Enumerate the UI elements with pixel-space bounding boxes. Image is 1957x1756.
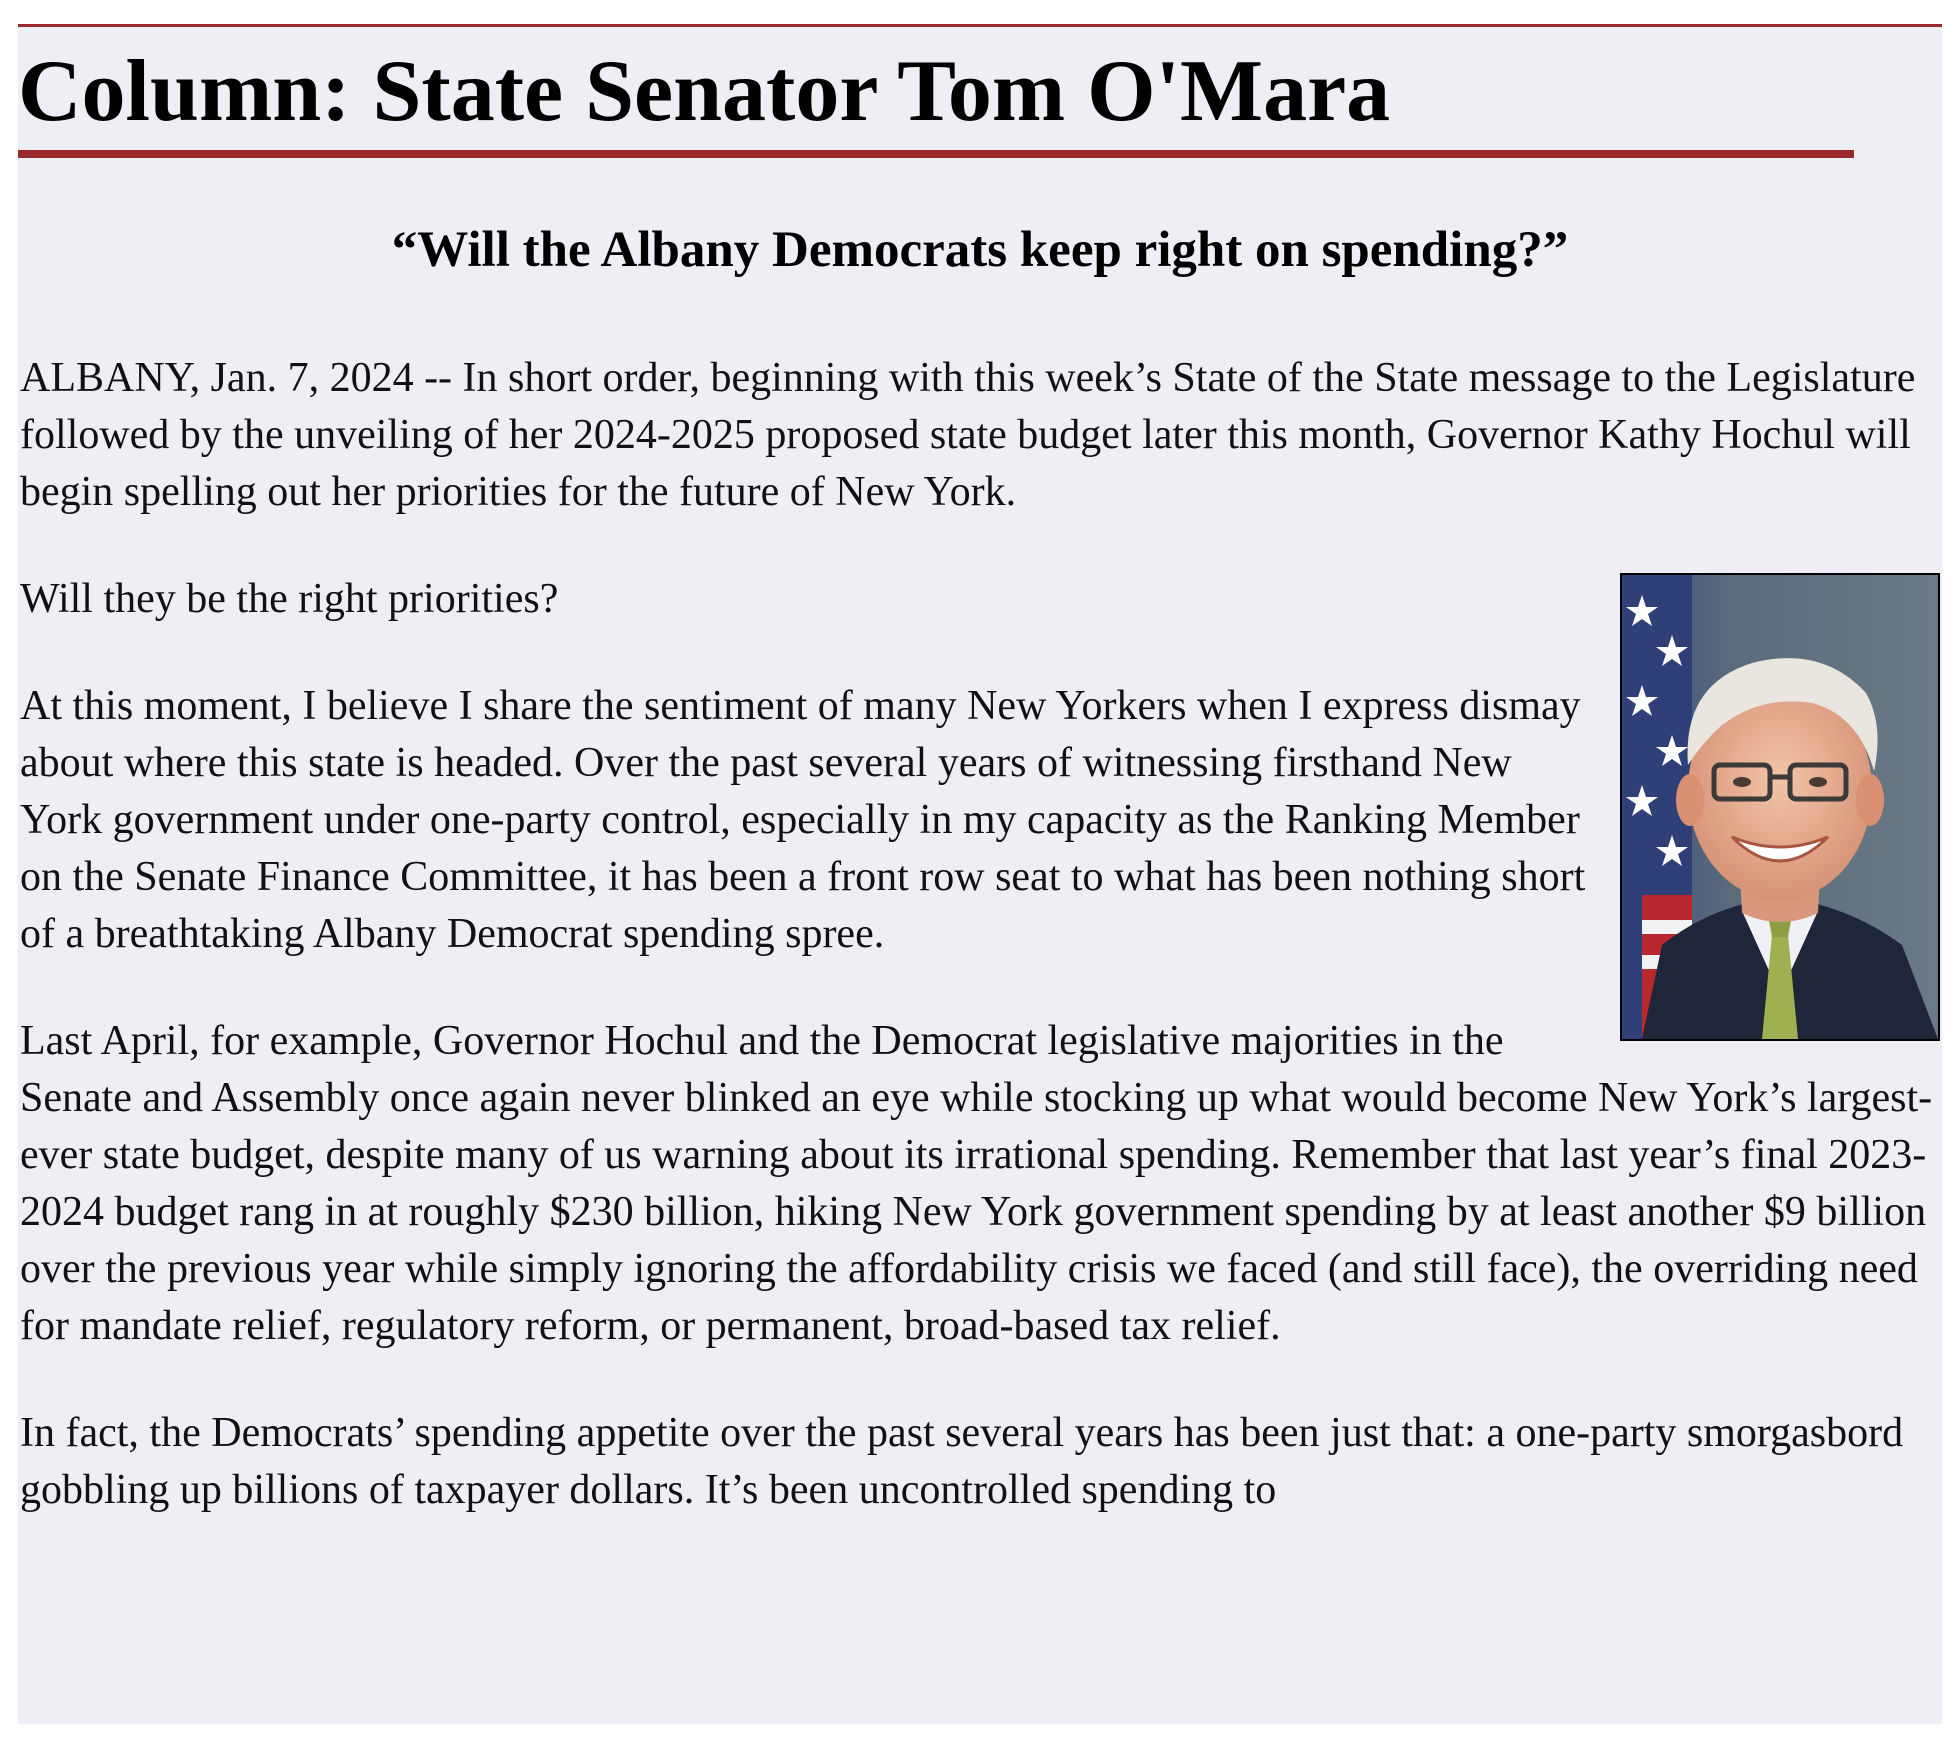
paragraph-spending-appetite: In fact, the Democrats’ spending appetite over the past several years has been just that: a one-party smorgasbord gobbling up billions of taxpayer dollars. It’s been uncontrolled spending to bbox=[20, 1410, 1904, 1513]
paragraph-question: Will they be the right priorities? bbox=[20, 576, 559, 622]
paragraph-last-april: Last April, for example, Governor Hochul and the Democrat legislative majorities in the Senate and Assembly once again never blinked an eye while stocking up what would become New York’s largest-ever state budget, despite many of us warning about its irrational spending. Remember that last year’s final 2023-2024 budget rang in at roughly $230 billion, hiking New York government spending by at least another $9 billion over the previous year while simply ignoring the affordability crisis we faced (and still face), the overriding need for mandate relief, regulatory reform, or permanent, broad-based tax relief. bbox=[20, 1018, 1933, 1349]
article-body bbox=[20, 350, 1940, 1569]
senator-portrait-photo bbox=[1620, 573, 1940, 1041]
article-page bbox=[18, 24, 1942, 1724]
paragraph-sentiment: At this moment, I believe I share the sentiment of many New Yorkers when I express dismay about where this state is headed. Over the past several years of witnessing firsthand New York government under one-party control, especially in my capacity as the Ranking Member on the Senate Finance Committee, it has been a front row seat to what has been nothing short of a breathtaking Albany Democrat spending spree. bbox=[20, 683, 1586, 957]
portrait-image bbox=[1622, 575, 1938, 1039]
paragraph-intro: ALBANY, Jan. 7, 2024 -- In short order, beginning with this week’s State of the State message to the Legislature followed by the unveiling of her 2024-2025 proposed state budget later this month, Governor Kathy Hochul will begin spelling out her priorities for the future of New York. bbox=[20, 355, 1916, 515]
title-underline bbox=[18, 150, 1854, 158]
article-headline: “Will the Albany Democrats keep right on spending?” bbox=[391, 222, 1569, 278]
column-title: Column: State Senator Tom O'Mara bbox=[18, 43, 1391, 140]
top-divider bbox=[18, 24, 1942, 27]
